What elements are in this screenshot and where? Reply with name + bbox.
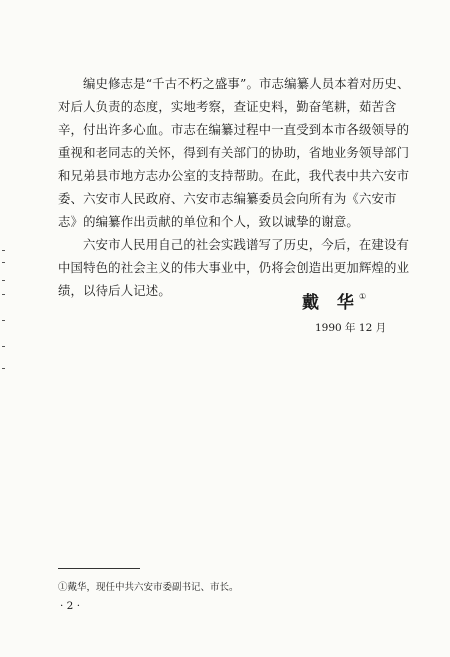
text-line: 志》的编纂作出贡献的单位和个人，致以诚挚的谢意。 xyxy=(58,214,359,229)
text-line: 六安市人民用自己的社会实践谱写了历史，今后，在建设有 xyxy=(83,237,410,252)
text-line: 委、六安市人民政府、六安市志编纂委员会向所有为《六安市 xyxy=(58,191,397,206)
footnote: ①戴华，现任中共六安市委副书记、市长。 xyxy=(58,582,239,593)
paragraph-1 xyxy=(58,72,410,233)
body-text xyxy=(58,72,410,302)
text-line: 绩，以待后人记述。 xyxy=(58,283,171,298)
text-line: 辛，付出许多心血。市志在编纂过程中一直受到本市各级领导的 xyxy=(58,122,410,137)
text-line: 对后人负责的态度，实地考察，查证史料，勤奋笔耕，茹苦含 xyxy=(58,99,397,114)
author-signature: 戴 华 xyxy=(302,293,360,313)
scan-margin-marks xyxy=(0,250,8,380)
text-line: 重视和老同志的关怀，得到有关部门的协助，省地业务领导部门 xyxy=(58,145,410,160)
text-line: 编史修志是“千古不朽之盛事”。市志编纂人员本着对历史、 xyxy=(83,76,410,91)
text-line: 中国特色的社会主义的伟大事业中，仍将会创造出更加辉煌的业 xyxy=(58,260,410,275)
footnote-marker: ① xyxy=(359,292,367,301)
signature-date: 1990 年 12 月 xyxy=(315,322,387,334)
page-number: · 2 · xyxy=(60,600,81,612)
text-line: 和兄弟县市地方志办公室的支持帮助。在此，我代表中共六安市 xyxy=(58,168,410,183)
footnote-divider xyxy=(58,568,140,569)
